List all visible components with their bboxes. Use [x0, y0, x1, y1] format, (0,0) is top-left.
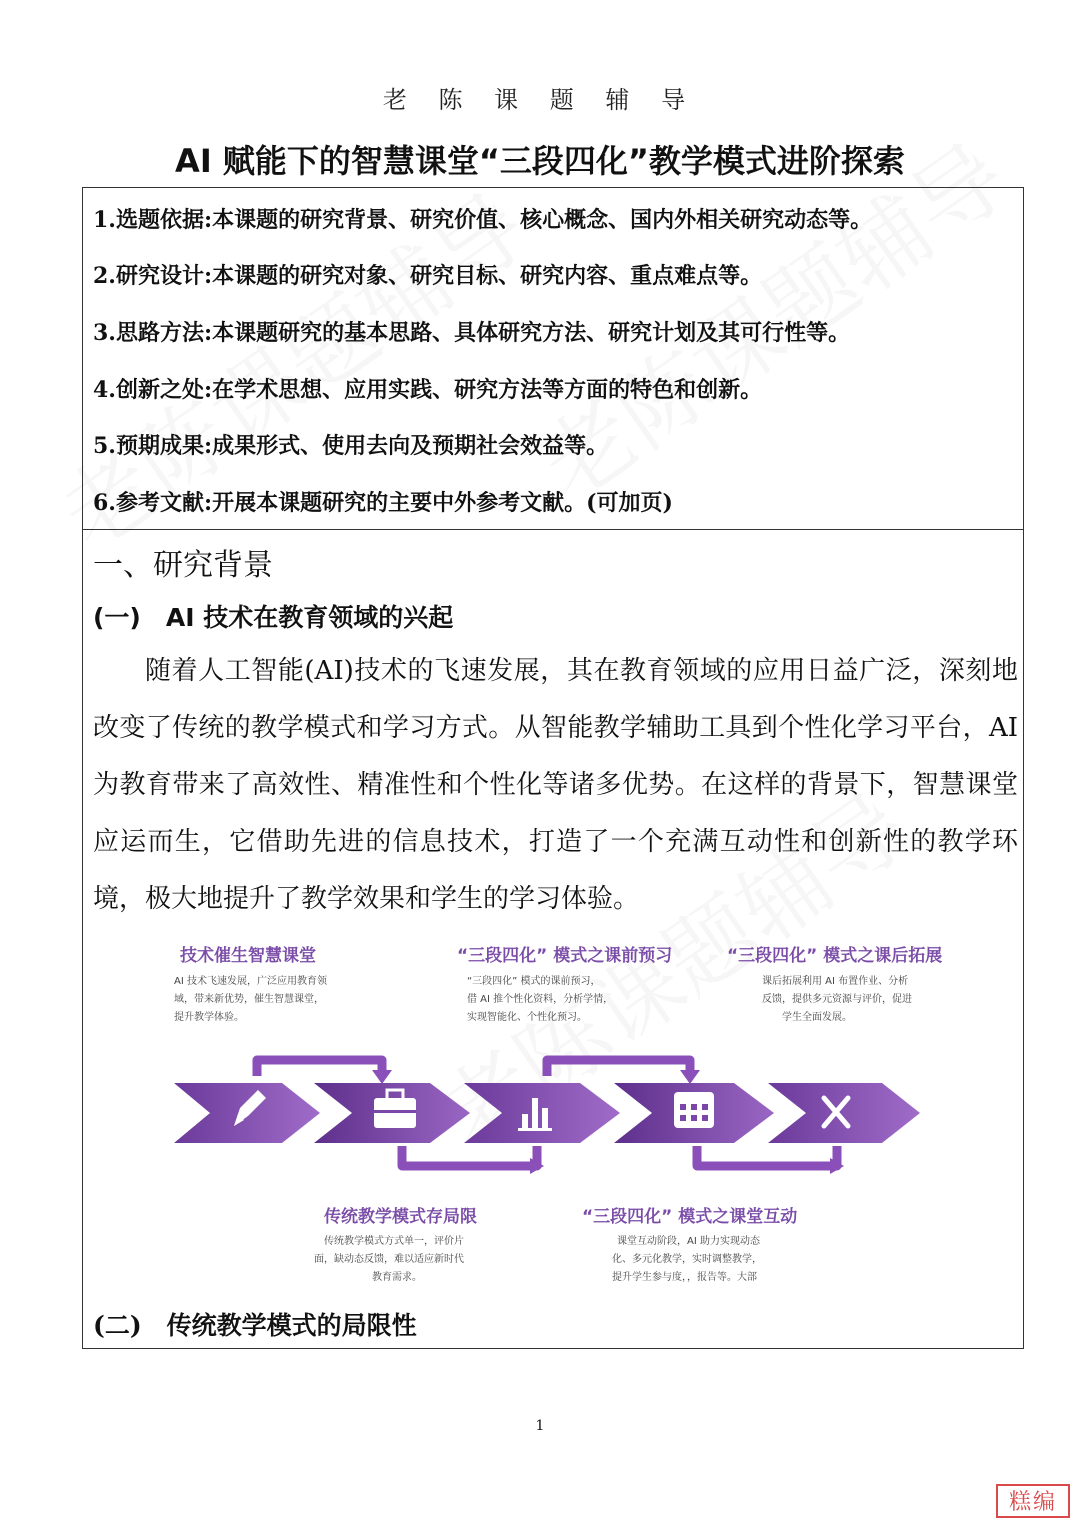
box-line: 传统教学模式方式单一，评价片	[324, 1236, 464, 1247]
box-line: 课后拓展利用 AI 布置作业、分析	[762, 976, 909, 987]
section-heading: 一、研究背景	[93, 548, 273, 583]
body-paragraph: 随着人工智能(AI)技术的飞速发展，其在教育领域的应用日益广泛，深刻地改变了传统的教学模式和学习方式。从智能教学辅助工具到个性化学习平台，AI 为教育带来了高效性、精准性和个性化等诸多优势。在这样的背景下，智慧课堂应运而生，它借助先进的信息技术，打造了一个充满互动性和创新性的教学环境，极大地提升了教学效果和学生的学习体验。	[93, 656, 1018, 914]
subsection-heading: (二) 传统教学模式的局限性	[93, 1311, 417, 1340]
page-header: 老 陈 课 题 辅 导	[382, 86, 698, 114]
box-line: 域，带来新优势，催生智慧课堂，	[174, 994, 324, 1005]
box-line: 教育需求。	[372, 1272, 422, 1283]
box-title: “三段四化” 模式之课前预习	[457, 946, 673, 966]
box-line: 面，缺动态反馈，难以适应新时代	[314, 1254, 464, 1265]
bottom-box-1	[314, 1206, 477, 1283]
top-box-1	[174, 945, 328, 1023]
box-line: 反馈，提供多元资源与评价，促进	[762, 994, 912, 1005]
box-line: 借 AI 推个性化资料，分析学情，	[467, 994, 614, 1005]
box-line: 学生全面发展。	[782, 1012, 852, 1023]
top-box-3	[727, 945, 942, 1023]
seal-stamp: 糕编	[996, 1484, 1070, 1518]
box-line: AI 技术飞速发展，广泛应用教育领	[174, 976, 327, 987]
calendar-icon	[674, 1092, 714, 1128]
process-diagram	[82, 726, 962, 1296]
box-line: 课堂互动阶段，AI 助力实现动态	[617, 1236, 760, 1247]
chevron-step-5	[768, 1083, 920, 1143]
box-title: “三段四化” 模式之课堂互动	[582, 1207, 798, 1227]
box-line: 实现智能化、个性化预习。	[467, 1012, 587, 1023]
top-box-2	[457, 945, 672, 1023]
box-line: 提升教学体验。	[174, 1012, 244, 1023]
requirement-item: 1.选题依据:本课题的研究背景、研究价值、核心概念、国内外相关研究动态等。	[93, 207, 873, 233]
box-title: “三段四化” 模式之课后拓展	[727, 946, 943, 966]
requirement-item: 3.思路方法:本课题研究的基本思路、具体研究方法、研究计划及其可行性等。	[93, 320, 851, 346]
box-title: 技术催生智慧课堂	[180, 946, 316, 966]
box-line: 提升学生参与度，，报告等。大部	[612, 1272, 757, 1283]
document-title: AI 赋能下的智慧课堂“三段四化”教学模式进阶探索	[175, 142, 905, 180]
requirements-box	[83, 188, 1023, 530]
page-number: 1	[535, 1418, 545, 1434]
box-title: 传统教学模式存局限	[324, 1207, 477, 1227]
requirement-item: 2.研究设计:本课题的研究对象、研究目标、研究内容、重点难点等。	[93, 263, 763, 289]
subsection-heading: (一) AI 技术在教育领域的兴起	[93, 603, 454, 632]
box-line: “三段四化” 模式的课前预习，	[467, 976, 601, 987]
requirement-item: 4.创新之处:在学术思想、应用实践、研究方法等方面的特色和创新。	[93, 377, 763, 403]
box-line: 化、多元化教学，实时调整教学，	[612, 1254, 762, 1265]
bottom-box-2	[582, 1206, 797, 1283]
requirement-item: 5.预期成果:成果形式、使用去向及预期社会效益等。	[93, 433, 609, 459]
requirement-item: 6.参考文献:开展本课题研究的主要中外参考文献。(可加页)	[93, 490, 673, 516]
